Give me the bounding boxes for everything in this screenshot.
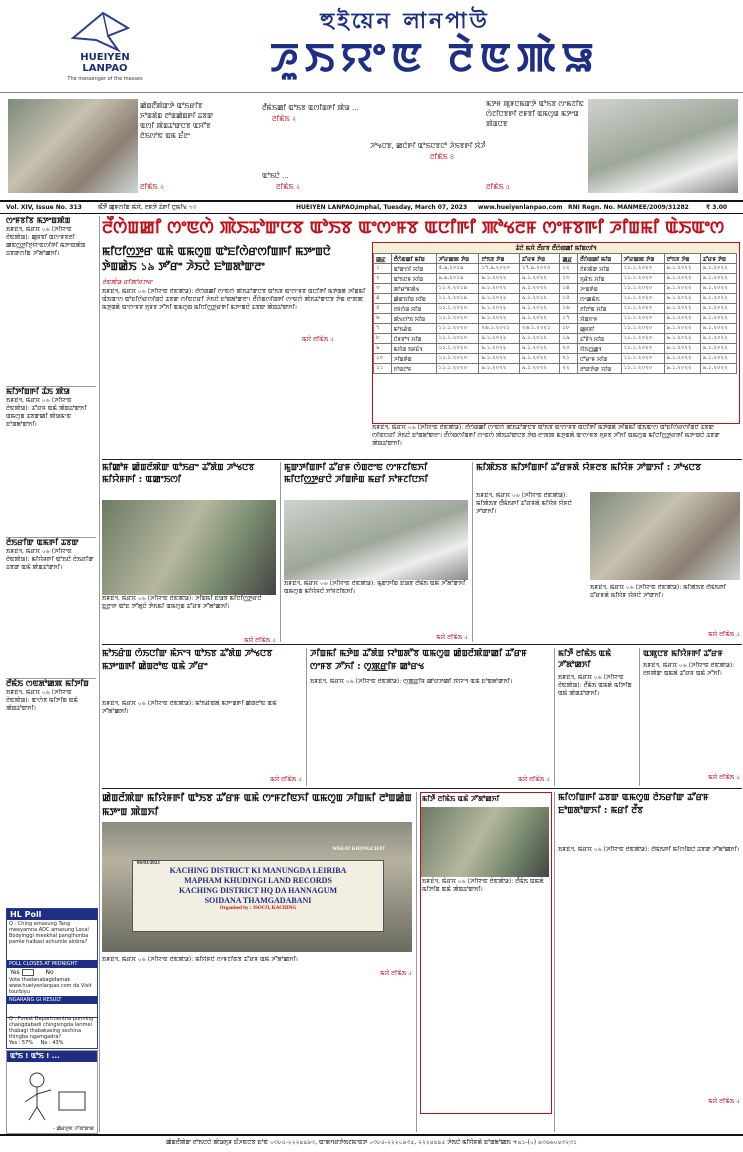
story-2 [284,462,468,642]
story-body: ꯏꯝꯐꯥꯜ, ꯃꯥꯔꯆ ০৬ (ꯍꯤꯌꯦꯟ ꯂꯥꯟꯄꯥꯎ): ꯂꯩꯃꯥꯏ ꯑꯃꯗꯥ ꯃꯤꯇꯤꯡ ꯑꯃꯥ ꯄꯥꯡꯊꯣꯛꯈꯤ। [558,674,632,697]
story-headline: ꯃꯤꯄꯥꯏꯕ ꯃꯤꯇꯤꯡꯒꯤ ꯊꯧꯔꯝꯗꯥ ꯌꯥꯝꯂꯕ ꯃꯤꯌꯥꯝ ꯍꯣꯛꯈꯤ : ꯍꯣꯠꯅꯕ [476,463,702,473]
table-row [374,314,737,324]
logo[interactable] [60,8,150,84]
banner-date: 06/03/2023 [137,861,160,866]
table-cell: ৬ [374,314,392,324]
prev-yes: Yes : 57% [9,1040,34,1046]
table-cell: ১৬ [560,304,578,314]
table-cell: ৫.৯.২০১৯ [436,264,479,274]
logo-tagline: The messenger of the masses [67,76,143,82]
table-cell: ১১.১.২০২০ [436,324,479,334]
story-body: ꯏꯝꯐꯥꯜ, ꯃꯥꯔꯆ ০৬ (ꯍꯤꯌꯦꯟ ꯂꯥꯟꯄꯥꯎ): ꯃꯣꯏꯔꯥꯡꯗꯥ ꯃꯇꯦꯡꯒꯤ ꯀꯥꯡꯂꯣꯟ ꯑꯃꯥ ꯍꯧꯗꯣꯀꯈꯤ। [102,700,277,715]
table-cell: ৯.১.২০২২ [479,364,519,374]
table-cell: ꯑꯣꯛꯁꯤ ꯆꯤꯡ [391,264,436,274]
table-cell: ৯.৯.২০১৯ [436,274,479,284]
story-body: ꯏꯝꯐꯥꯜ, ꯃꯥꯔꯆ ০৬ (ꯍꯤꯌꯦꯟ ꯂꯥꯟꯄꯥꯎ): ꯂꯝꯄꯥꯛ ꯑꯃꯗꯥ ꯊꯧꯔꯝ ꯑꯃꯥ ꯍꯧꯈꯤ। [643,662,735,677]
story-body: ꯏꯝꯐꯥꯜ, ꯃꯥꯔꯆ ০৬ (ꯍꯤꯌꯦꯟ ꯂꯥꯟꯄꯥꯎ): ꯃꯤꯄꯥꯏꯕ ꯂꯩꯃꯥꯏꯒꯤ ꯊꯧꯔꯝꯗꯥ ꯃꯤꯌꯥꯝ ꯌꯥꯝꯅꯥ ꯍꯣꯛꯈꯤ। [590,584,726,599]
table-cell: ৯.১.২০২২ [664,354,700,364]
table-cell: ৯.১.২০২২ [479,284,519,294]
table-cell: ꯀꯨꯝꯕꯤ [578,324,622,334]
story-headline: ꯃꯤꯇꯩ ꯂꯤꯃꯥꯏ ꯑꯃꯥ ꯍꯧꯗꯣꯀꯈꯤ [558,649,612,669]
story-body: ꯏꯝꯐꯥꯜ, ꯃꯥꯔꯆ ০৬ (ꯍꯤꯌꯦꯟ ꯂꯥꯟꯄꯥꯎ): ꯂꯩꯃꯥꯏ ꯑꯃꯗꯥ ꯃꯤꯇꯤꯡ ꯑꯃꯥ ꯄꯥꯡꯊꯣꯛꯈꯤ। [422,878,544,893]
teaser-photo-right [588,99,738,193]
table-row [374,264,737,274]
table-cell: ২৬.১.২০২১ [519,324,559,334]
table-cell: ১৫ [560,294,578,304]
table-cell: ১৭ [560,314,578,324]
story-body: ꯏꯝꯐꯥꯜ, ꯃꯥꯔꯆ ০৬ (ꯍꯤꯌꯦꯟ ꯂꯥꯟꯄꯥꯎ): ꯃꯤꯄꯥꯏꯕ ꯂꯩꯃꯥꯏꯒꯤ ꯊꯧꯔꯝꯗꯥ ꯃꯤꯌꯥꯝ ꯌꯥꯝꯅꯥ ꯍꯣꯛꯈꯤ। [476,492,572,515]
prev-poll-result [6,1016,98,1049]
table-cell: ৯.১.২০২২ [700,324,736,334]
table-cell: ৯.১.২০২২ [519,344,559,354]
regn: RNI Regn. No. MANMEE/2009/31282 [568,204,689,211]
story-photo [284,500,468,580]
banner-line: KACHING DISTRICT KI MANUNGDA LEIRIBA [169,866,347,875]
volume: Vol. XIV, Issue No. 313 [6,204,82,211]
table-cell: ৯ [374,344,392,354]
table-cell: ꯂꯣꯛꯇꯥꯛ ꯆꯤꯡ [578,364,622,374]
banner-line: MAPHAM KHUDINGI LAND RECORDS [184,876,332,885]
teaser-text: ꯑꯣꯏꯅꯥ ... [262,172,289,180]
banner-photo [102,822,412,952]
table-cell: ꯍꯦꯡꯒꯥꯡ [578,284,622,294]
teaser-text: ꯃꯇꯝ ꯄꯨꯝꯅꯃꯛꯇꯥ ꯑꯣꯏꯕ ꯁꯦꯃꯖꯤꯟ ꯁꯥꯖꯤꯅꯕꯒꯤ ꯂꯝꯕꯤ ꯑꯃꯁꯨꯡ ꯃꯇꯦꯡ ꯄꯥꯡꯅꯕ [486,100,584,128]
poll-vote-text[interactable]: Vote thadanabagidamak www.hueiyenlanpao.com da Visit tourbiyu [9,977,92,995]
table-cell: ১১.১.২০২০ [621,294,664,304]
banner-corner: WAKAT KHONGCHAT [332,847,385,852]
title-bengali: হুইয়েন লানপাউ [320,9,490,34]
teaser-link[interactable]: ꯂꯤꯃꯥꯏ ৫ [486,183,511,191]
story-headline: ꯍꯤꯡꯃꯤ ꯃꯇꯥꯡ ꯊꯧꯗꯥꯡ ꯌꯣꯡꯗꯧꯕ ꯑꯃꯁꯨꯡ ꯀꯥꯡꯂꯩꯄꯥꯛꯀꯤ ꯊꯧꯔꯝ ꯁꯦꯝꯕ ꯍꯧꯈꯤ : ꯁꯨꯄ꯭ꯔꯤꯝ ꯀꯣꯔꯠ [310,649,527,672]
teaser-2[interactable] [262,103,452,125]
footer [0,1134,743,1152]
table-cell: ১১.১.২০২০ [621,364,664,374]
story-headline: ꯃꯨꯛꯇꯤꯡꯒꯤ ꯊꯧꯔꯝ ꯁꯥꯡꯂꯦꯟ ꯁꯦꯝꯖꯤꯟꯈꯤ ꯃꯤꯅꯤꯁ꯭ꯇꯔꯅꯥ ꯍꯤꯡꯒꯥꯡ ꯃꯔꯤ ꯈꯣꯝꯖꯤꯅꯈꯤ [284,463,428,485]
table-cell: ২৬.১.২০২১ [479,324,519,334]
table-cell: ꯁꯦꯀꯃꯥꯏ [578,294,622,304]
lead-headline: ꯂꯩꯁꯥꯡꯀꯤ ꯁꯦꯟꯁꯥ ꯄꯥꯏꯊꯣꯛꯅꯕ ꯑꯣꯏꯕ ꯑꯦꯁꯦꯝꯕ ꯑꯅꯤꯒꯤ ꯄꯣꯠꯂꯝ ꯁꯦꯝꯕꯒꯤ ꯍꯤꯡꯃꯤ ꯑꯥꯏꯑꯦꯁ [102,218,725,238]
story-4 [102,648,302,786]
lead-subhead: ꯃꯤꯅꯤꯁ꯭ꯇꯔ ꯑꯃꯥ ꯑꯃꯁꯨꯡ ꯑꯣꯐꯤꯁꯥꯔꯁꯤꯡꯒꯤ ꯃꯇꯦꯡꯅꯥ ꯇꯥꯡꯀꯥꯏ ১৯ ꯇꯧꯔꯦ ꯍꯥꯏꯅꯥ ꯐꯣꯡꯗꯣꯛꯂꯦ [102,245,331,273]
teaser-5[interactable] [486,99,586,191]
left-item-title: ꯁꯦꯝꯕꯤꯕ ꯃꯇꯦꯡꯄꯥꯡ [6,216,71,225]
lead-more[interactable]: ꯃꯆꯥ ꯂꯤꯃꯥꯏ ৫ [302,336,334,343]
table-cell: ৯.১.২০২২ [519,334,559,344]
table-cell: ꯄꯥꯠꯁꯣꯏ ꯆꯤꯡ [391,314,436,324]
poll-yes-checkbox[interactable] [22,969,34,976]
table-cell: ꯍꯤꯡꯒꯥꯡ [391,354,436,364]
table-cell: ꯅꯧꯔꯦꯝ ꯆꯤꯡ [578,354,622,364]
table-header-cell: ꯊꯧꯔꯝ ꯇꯥꯡ [700,254,736,264]
story-7 [643,648,740,786]
teaser-link[interactable]: ꯂꯤꯃꯥꯏ ২ [272,115,297,123]
table-cell: ꯂꯤꯂꯣꯡ ꯆꯤꯡ [578,304,622,314]
dateline-bar [0,200,743,214]
table-cell: ১১.১.২০২০ [621,324,664,334]
table-row [374,284,737,294]
teaser-link[interactable]: ꯂꯤꯃꯥꯏ ৪ [430,153,455,161]
table-cell: ꯃꯌꯥꯡ ꯏꯝꯐꯥꯜ [391,344,436,354]
banner-line: KACHING DISTRICT HQ DA HANNAGUM [178,886,338,895]
table-header-cell: ꯂꯩꯁꯥꯡꯀꯤ ꯃꯤꯡ [391,254,436,264]
story-more[interactable]: ꯃꯆꯥ ꯂꯤꯃꯥꯏ ৫ [436,634,468,641]
table-cell: ১৯ [560,334,578,344]
table-cell: ৩ [374,284,392,294]
table-cell: ১১.১.২০২০ [621,284,664,294]
table-header-cell: ꯊꯧꯔꯝ ꯇꯥꯡ [519,254,559,264]
table-row [374,324,737,334]
story-body: ꯏꯝꯐꯥꯜ, ꯃꯥꯔꯆ ০৬ (ꯍꯤꯌꯦꯟ ꯂꯥꯟꯄꯥꯎ): ꯃꯤꯌꯥꯝꯅꯥ ꯁꯦꯝꯖꯤꯟꯕ ꯊꯧꯔꯝ ꯑꯃꯥ ꯍꯧꯗꯣꯀꯈꯤ। [102,956,298,963]
left-item-body: ꯏꯝꯐꯥꯜ, ꯃꯥꯔꯆ ০৬ (ꯍꯤꯌꯦꯟ ꯂꯥꯟꯄꯥꯎ): ꯑꯦꯁꯥꯕ ꯃꯤꯇꯤꯡ ꯑꯃꯥ ꯄꯥꯡꯊꯣꯛꯈꯤ। [6,689,79,712]
story-1 [102,462,276,642]
left-column [6,216,96,906]
table-cell: ১১.১.২০২০ [621,274,664,284]
poll-closes: POLL CLOSES AT MIDNIGHT [7,960,97,968]
table-cell: ꯂꯝꯁꯥꯡ ꯆꯤꯡ [391,304,436,314]
table-row [374,334,737,344]
table-row [374,344,737,354]
table-cell: ৯.১.২০২২ [664,324,700,334]
table-cell: ১৭.৯.২০২০ [519,264,559,274]
price: ₹ 3.00 [706,204,728,211]
meitei-date: ꯃꯩꯇꯩ ꯀꯨꯝꯁꯤꯡ ꯃꯥꯆꯥ, ꯂꯝꯇꯥ ꯊꯥꯒꯤ ꯅꯨꯃꯤꯠ ৭৩ [98,204,197,211]
story-body: ꯏꯝꯐꯥꯜ, ꯃꯥꯔꯆ ০৬ (ꯍꯤꯌꯦꯟ ꯂꯥꯟꯄꯥꯎ): ꯂꯩꯃꯥꯏꯒꯤ ꯃꯤꯁꯤꯡꯅꯥ ꯊꯕꯛ ꯍꯧꯗꯣꯀꯈꯤ। [558,846,740,853]
story-more[interactable]: ꯃꯆꯥ ꯂꯤꯃꯥꯏ ৫ [518,776,550,783]
table-cell: ৯.১.২০২২ [519,294,559,304]
story-headline: ꯃꯣꯏꯔꯥꯡ ꯁꯥꯏꯅꯤꯛ ꯃꯥꯈꯦꯜ ꯑꯣꯏꯕ ꯊꯧꯗꯥꯡ ꯍꯣꯠꯅꯕ ꯃꯇꯦꯡꯒꯤ ꯀꯥꯡꯂꯣꯟ ꯑꯃꯥ ꯍꯧꯔꯦ [102,649,273,672]
left-item-title: ꯃꯤꯇꯤꯡꯒꯤ ꯊꯥꯏ ꯄꯥꯎ [6,387,70,396]
table-cell: ৯.১.২০২২ [700,274,736,284]
table-cell: ১২ [560,264,578,274]
story-more[interactable]: ꯃꯆꯥ ꯂꯤꯃꯥꯏ ৫ [708,1098,740,1105]
table-cell: ৯.১.২০২২ [479,344,519,354]
table-cell: ৯.১.২০২২ [700,314,736,324]
story-headline: ꯃꯤꯀꯣꯝ ꯀꯥꯡꯂꯩꯄꯥꯛ ꯑꯣꯏꯔꯦ ꯊꯧꯗꯥꯡ ꯍꯣꯠꯅꯕ ꯃꯤꯌꯥꯝꯒꯤ : ꯑꯀꯦꯏꯁꯤ [102,463,255,485]
paper-name: HUEIYEN LANPAO, [296,204,358,211]
table-cell: ১১.১.২০২০ [621,314,664,324]
table-row [374,274,737,284]
table-cell: ১১.১.২০২০ [436,304,479,314]
table-cell: ৯.১.২০২২ [700,264,736,274]
table-header-cell: ꯂꯩꯁꯥꯡꯀꯤ ꯃꯤꯡ [578,254,622,264]
table-cell: ১১.১.২০২০ [621,334,664,344]
table-cell: ২০ [560,344,578,354]
hl-poll-question: Q : Ching amasung Tang meeyamna ADC amasung Local Bodyinggi meekhal panglhonba pamle haibasi achumle ainbra? [9,921,89,945]
lead-table-title: ꯊꯥꯅꯥ ꯃꯆꯥ ꯂꯩꯔꯕ ꯂꯩꯁꯥꯡꯀꯤ ꯃꯤꯡꯁꯤꯜ [373,243,739,253]
table-cell: ৯.১.২০২২ [479,294,519,304]
story-10 [558,792,740,1112]
table-cell: ꯀꯥꯛꯆꯤꯡ ꯆꯤꯡ [391,294,436,304]
table-cell: ৯.১.২০২২ [479,334,519,344]
lead-body-continued: ꯏꯝꯐꯥꯜ, ꯃꯥꯔꯆ ০৬ (ꯍꯤꯌꯦꯟ ꯂꯥꯟꯄꯥꯎ): ꯂꯩꯁꯥꯡꯀꯤ ꯁꯦꯟꯁꯥ ꯄꯥꯏꯊꯣꯛꯅꯕ ꯑꯣꯏꯕ ꯑꯦꯁꯦꯝꯕ ꯑꯅꯤꯒꯤ ꯃꯇꯥꯡꯗꯥ ꯍꯤꯡꯃꯤ ꯑꯥꯏꯑꯦꯁ ꯑꯣꯐꯤꯁꯥꯔꯁꯤꯡꯅꯥ ꯊꯕꯛ ꯁꯤꯟꯅꯔꯤ ꯍꯥꯏꯅꯥ ꯐꯣꯡꯗꯣꯛꯂꯦ। ꯂꯩꯁꯥꯡꯁꯤꯡꯒꯤ ꯁꯦꯟꯁꯥ ꯄꯥꯏꯊꯣꯛꯅꯕ ꯇꯥꯡ ꯂꯦꯞꯄ ꯃꯇꯨꯡꯗꯥ ꯑꯦꯁꯦꯝꯕ ꯈꯨꯝꯕ ꯍꯧꯈꯤ ꯑꯃꯁꯨꯡ ꯃꯤꯅꯤꯁ꯭ꯇꯔꯒꯤ ꯃꯇꯦꯡꯅꯥ ꯊꯕꯛ ꯄꯥꯡꯊꯣꯛꯈꯤ। [372,424,720,447]
table-header-cell: ꯍꯧꯔꯀꯄ ꯇꯥꯡ [621,254,664,264]
table-header-cell: ꯂꯣꯏꯕ ꯇꯥꯡ [479,254,519,264]
table-cell: ꯋꯥꯡꯈꯦꯝ [578,314,622,324]
story-body: ꯏꯝꯐꯥꯜ, ꯃꯥꯔꯆ ০৬ (ꯍꯤꯌꯦꯟ ꯂꯥꯟꯄꯥꯎ): ꯃꯨꯛꯇꯤꯡ ꯐꯥꯎꯕ ꯂꯩꯃꯥꯏ ꯑꯃꯥ ꯍꯧꯗꯣꯛꯈꯤ ꯑꯃꯁꯨꯡ ꯃꯤꯌꯥꯝꯅꯥ ꯈꯣꯝꯖꯤꯟꯈꯤ। [284,580,466,595]
teaser-text: ꯂꯩꯃꯥꯏꯀꯤ ꯑꯣꯏꯕ ꯑꯁꯤꯡꯒꯤ ꯄꯥꯎ ... [262,104,359,112]
table-cell: ꯌꯥꯏꯁ꯭ꯀꯨꯜ [578,344,622,354]
left-item-body: ꯏꯝꯐꯥꯜ, ꯃꯥꯔꯆ ০৬ (ꯍꯤꯌꯦꯟ ꯂꯥꯟꯄꯥꯎ): ꯃꯤꯌꯥꯝꯒꯤ ꯑꯣꯏꯅꯥ ꯂꯥꯏꯔꯤꯛ ꯊꯕꯛ ꯑꯃꯥ ꯄꯥꯡꯊꯣꯛꯈꯤ। [6,548,94,571]
table-header-cell: ꯍꯧꯔꯀꯄ ꯇꯥꯡ [436,254,479,264]
table-cell: ৯.১.২০২২ [664,274,700,284]
table-cell: ৯.১.২০২২ [700,334,736,344]
table-cell: ১১.২.২০১৯ [436,284,479,294]
left-item-body: ꯏꯝꯐꯥꯜ, ꯃꯥꯔꯆ ০৬ (ꯍꯤꯌꯦꯟ ꯂꯥꯟꯄꯥꯎ): ꯊꯧꯔꯝ ꯑꯃꯥ ꯄꯥꯡꯊꯣꯛꯈꯤ ꯑꯃꯁꯨꯡ ꯊꯕꯛꯀꯤ ꯄꯥꯎꯃꯦꯟ ꯐꯣꯡꯗꯣꯛꯈꯤ। [6,397,87,428]
table-cell: ৯.১.২০২২ [664,264,700,274]
table-header-cell: ꯀ꯭ꯔ [560,254,578,264]
footer-text: ꯀꯥꯡꯂꯩꯄꯥꯛ ꯂꯣꯏꯅꯅꯥ ꯄꯥꯎꯈꯨꯝ ꯐꯪꯍꯟꯅꯕ ꯐꯣꯟ ০৩৮৫-২২২৪৪৯৩, ꯑꯦꯗꯚꯔꯇꯥꯏꯖꯃꯦꯟꯇ ০৩৮৫-২২২০৯৩৫, ২২২৪৪৯৫ ꯍꯥꯏꯅꯥ ꯃꯤꯌꯥꯝꯗꯥ ꯐꯣꯡꯗꯣꯀꯏ +৯১-(০) ৯৩৬৬০৪৩২৩১ [165,1139,578,1146]
hl-poll-box [6,908,98,1018]
story-photo [102,500,276,595]
teaser-photo-left [8,99,138,193]
left-item [6,386,96,537]
left-item-title: ꯂꯥꯏꯔꯤꯛ ꯑꯃꯒꯤ ꯊꯕꯛ [6,538,79,547]
table-cell: ৯.১.২০২২ [700,364,736,374]
table-cell: ৯.১.২০২২ [664,294,700,304]
left-item-title: ꯂꯩꯃꯥꯏ ꯁꯟꯗꯣꯀꯄ ꯃꯤꯇꯤꯡ [6,679,89,688]
table-cell: ৯.১.২০২২ [700,294,736,304]
prev-no: No : 43% [40,1040,64,1046]
table-cell: ১৭.৯.২০২০ [479,264,519,274]
table-cell: ꯅꯥꯝꯕꯣꯜ ꯆꯤꯡ [391,334,436,344]
story-body: ꯏꯝꯐꯥꯜ, ꯃꯥꯔꯆ ০৬ (ꯍꯤꯌꯦꯟ ꯂꯥꯟꯄꯥꯎ): ꯁꯨꯄ꯭ꯔꯤꯝ ꯀꯣꯔꯇꯀꯤ ꯋꯥꯌꯦꯜ ꯑꯃꯥ ꯐꯣꯡꯗꯣꯛꯈꯤ। [310,678,513,685]
table-cell: ৯.১.২০২২ [664,304,700,314]
paper-bird-icon [68,8,138,54]
poll-no-option[interactable]: No [45,969,54,976]
story-more[interactable]: ꯃꯆꯥ ꯂꯤꯃꯥꯏ ৫ [270,776,302,783]
table-cell: ১১ [374,364,392,374]
table-cell: ২১ [560,354,578,364]
table-cell: ৯.১.২০২২ [664,334,700,344]
lead-body: ꯏꯝꯐꯥꯜ, ꯃꯥꯔꯆ ০৬ (ꯍꯤꯌꯦꯟ ꯂꯥꯟꯄꯥꯎ): ꯂꯩꯁꯥꯡꯀꯤ ꯁꯦꯟꯁꯥ ꯄꯥꯏꯊꯣꯛꯅꯕ ꯑꯣꯏꯕ ꯑꯦꯁꯦꯝꯕ ꯑꯅꯤꯒꯤ ꯃꯇꯥꯡꯗꯥ ꯍꯤꯡꯃꯤ ꯑꯥꯏꯑꯦꯁ ꯑꯣꯐꯤꯁꯥꯔꯁꯤꯡꯅꯥ ꯊꯕꯛ ꯁꯤꯟꯅꯔꯤ ꯍꯥꯏꯅꯥ ꯐꯣꯡꯗꯣꯛꯂꯦ। ꯂꯩꯁꯥꯡꯁꯤꯡꯒꯤ ꯁꯦꯟꯁꯥ ꯄꯥꯏꯊꯣꯛꯅꯕ ꯇꯥꯡ ꯂꯦꯞꯄ ꯃꯇꯨꯡꯗꯥ ꯑꯦꯁꯦꯝꯕ ꯈꯨꯝꯕ ꯍꯧꯈꯤ ꯑꯃꯁꯨꯡ ꯃꯤꯅꯤꯁ꯭ꯇꯔꯒꯤ ꯃꯇꯦꯡꯅꯥ ꯊꯕꯛ ꯄꯥꯡꯊꯣꯛꯈꯤ। [102,288,366,311]
table-cell: ১৪ [560,284,578,294]
prev-result-title: NGARANG GI RESULT [7,996,97,1004]
table-cell: ৯.১.২০২২ [519,274,559,284]
table-cell: ১১.১.২০২০ [436,334,479,344]
table-cell: ৯.১.২০২২ [700,304,736,314]
table-cell: ২ [374,274,392,284]
table-cell: ১১.১.২০২০ [621,344,664,354]
story-body: ꯏꯝꯐꯥꯜ, ꯃꯥꯔꯆ ০৬ (ꯍꯤꯌꯦꯟ ꯂꯥꯟꯄꯥꯎ): ꯍꯤꯡꯃꯤ ꯐꯥꯎꯕ ꯃꯤꯅꯤꯁ꯭ꯇꯔꯅꯥ ꯐ꯭ꯂꯦꯒ ꯑꯣꯐ ꯇꯧꯗꯨꯅꯥ ꯇꯥꯏꯃꯤ ꯑꯃꯁꯨꯡ ꯊꯧꯔꯝ ꯍꯧꯗꯣꯀꯈꯤ। [102,595,262,610]
left-item [6,537,96,678]
table-cell: ৯.১.২০২২ [664,364,700,374]
table-cell: ꯃꯣꯏꯔꯥꯡ [391,324,436,334]
table-cell: ৯.১.২০২২ [700,354,736,364]
teaser-text: ꯀꯥꯡꯂꯩꯄꯥꯛꯇꯥ ꯑꯣꯏꯔꯤꯕ ꯈꯣꯡꯗꯥꯡ ꯂꯣꯡꯀꯥꯡꯒꯤ ꯊꯕꯛ ꯑꯁꯤ ꯄꯥꯡꯊꯣꯛꯅꯕ ꯑꯆꯧꯕ ꯂꯥꯏꯁꯣꯟ ꯑꯃ ꯐꯪꯂꯦ [140,102,214,140]
story-headline: ꯃꯤꯇꯩ ꯂꯤꯃꯥꯏ ꯑꯃꯥ ꯍꯧꯗꯣꯀꯈꯤ [422,795,500,803]
table-cell: ৫ [374,304,392,314]
table-cell: ৯.১.২০২২ [664,344,700,354]
cartoon-caption: - ꯀꯥꯔꯇꯨꯟ ꯍꯧꯗꯣꯛꯄ [52,1126,94,1132]
poll-yes-option[interactable]: Yes [10,969,20,976]
table-cell: ৯.১.২০২২ [664,314,700,324]
table-cell: ১৩ [560,274,578,284]
table-cell: ৪ [374,294,392,304]
teaser-text: ꯍꯣꯠꯅꯕ, ꯀꯅꯥꯒꯤ ꯑꯣꯏꯅꯕꯅꯣ ꯍꯥꯏꯕꯒꯤ ꯋꯥꯍꯪ [370,142,486,150]
table-cell: ৯.১.২০২২ [479,274,519,284]
story-headline: ꯑꯄꯨꯅꯕ ꯃꯤꯌꯥꯝꯒꯤ ꯊꯧꯔꯝ [643,649,723,658]
cartoon-figure-icon [7,1062,95,1122]
table-cell: ৯.১.২০২২ [519,354,559,364]
table-row [374,294,737,304]
table-cell: ১১.১.২০২০ [436,314,479,324]
table-row [374,364,737,374]
table-cell: ১ [374,264,392,274]
table-cell: ১১.২.২০১৯ [436,294,479,304]
story-more[interactable]: ꯃꯆꯥ ꯂꯤꯃꯥꯏ ৫ [708,774,740,781]
story-6 [558,648,636,786]
table-cell: ১১.১.২০২০ [436,364,479,374]
table-cell: ৯.১.২০২২ [519,304,559,314]
table-cell: ৭ [374,324,392,334]
table-cell: ৯.১.২০২২ [479,304,519,314]
story-more[interactable]: ꯃꯆꯥ ꯂꯤꯃꯥꯏ ৫ [708,631,740,638]
story-more[interactable]: ꯃꯆꯥ ꯂꯤꯃꯥꯏ ৫ [380,970,412,977]
table-cell: ৯.১.২০২২ [479,354,519,364]
table-cell: ৯.১.২০২২ [479,314,519,324]
teaser-3[interactable] [370,141,500,163]
teaser-link[interactable]: ꯂꯤꯃꯥꯏ ২ [140,183,165,191]
left-item [6,678,96,809]
table-cell: ১১.১.২০২০ [621,354,664,364]
teaser-strip [0,92,743,197]
table-cell: ꯊꯧꯕꯥꯜ ꯆꯤꯡ [578,334,622,344]
table-cell: ১১.১.২০২০ [436,354,479,364]
story-photo [421,807,549,877]
hl-poll-title: HL Poll [7,909,97,920]
table-cell: ১০ [374,354,392,364]
table-cell: ৯.১.২০২২ [700,284,736,294]
cartoon-title: ꯑꯣꯏ ! ꯑꯣꯏ ! ... [7,1051,97,1062]
cartoon-box [6,1050,98,1134]
story-headline: ꯀꯥꯡꯂꯩꯄꯥꯛ ꯃꯤꯌꯥꯝꯒꯤ ꯑꯣꯏꯕ ꯊꯧꯔꯝ ꯑꯃꯥ ꯁꯦꯝꯖꯤꯟꯈꯤ ꯑꯃꯁꯨꯡ ꯍꯤꯡꯃꯤ ꯂꯣꯡꯀꯥꯡ ꯃꯇꯦꯡ ꯄꯥꯡꯈꯤ [102,793,412,818]
table-row [374,354,737,364]
place-date: Imphal, Tuesday, March 07, 2023 [356,204,468,211]
banner-organiser: Organised by : JSOCO, KACHING [219,906,297,911]
table-header-cell: ꯂꯣꯏꯕ ꯇꯥꯡ [664,254,700,264]
teaser-4[interactable] [262,171,412,193]
story-headline: ꯃꯤꯁꯤꯡꯒꯤ ꯊꯕꯛ ꯑꯃꯁꯨꯡ ꯂꯥꯏꯔꯤꯛ ꯊꯧꯔꯝ ꯐꯣꯡꯗꯣꯛꯈꯤ : ꯃꯔꯤ ꯂꯩꯕ [558,793,709,816]
prev-question: Q : Forest Departmentna punning changdabadi chingsingda larimei thabagi thabakasing sochina thingba ngamgadra? [9,1016,94,1040]
lead-table-box [372,242,740,424]
teaser-link[interactable]: ꯂꯤꯃꯥꯏ ২ [276,183,301,191]
lead-byline: ꯂꯥꯟꯄꯥꯎ ꯔꯤꯄꯣꯔꯇꯔ [102,279,153,286]
table-cell: ৯.১.২০২২ [519,314,559,324]
table-cell: ꯂꯥꯝꯄꯥꯛ ꯆꯤꯡ [578,264,622,274]
table-cell: ৮ [374,334,392,344]
table-cell: ১১.১.২০২০ [621,304,664,314]
banner [132,847,385,932]
story-8 [102,792,412,1132]
lead-table [373,253,737,374]
teaser-1[interactable] [140,101,225,193]
table-cell: ৯.১.২০২২ [700,344,736,354]
story-5 [310,648,550,786]
left-item [6,216,96,386]
table-cell: ꯑꯣꯏꯅꯝ ꯆꯤꯡ [391,274,436,284]
table-cell: ২২ [560,364,578,374]
table-cell: ৯.১.২০২২ [519,364,559,374]
story-9 [420,792,552,1114]
title-meetei: ꯍꯨꯏꯌꯦꯟ ꯂꯥꯟꯄꯥꯎ [270,35,600,81]
table-cell: ১১.১.২০২০ [436,344,479,354]
table-cell: ꯈꯨꯔꯥꯏ ꯆꯤꯡ [578,274,622,284]
table-cell: ৯.১.২০২২ [664,284,700,294]
story-more[interactable]: ꯃꯆꯥ ꯂꯤꯃꯥꯏ ৫ [244,637,276,644]
table-cell: ৯.১.২০২২ [519,284,559,294]
story-3 [476,462,740,642]
table-row [374,304,737,314]
logo-text: HUEIYEN LANPAO [80,52,130,74]
table-cell: ১৮ [560,324,578,334]
story-photo [590,492,740,580]
banner-line: SOIDANA THAMGADABANI [204,896,312,905]
masthead [0,0,743,92]
table-cell: ꯄꯣꯔꯣꯝꯄꯥꯠ [391,284,436,294]
table-header-cell: ꯀ꯭ꯔ [374,254,392,264]
website-link[interactable]: www.hueiyenlanpao.com [478,204,563,211]
table-cell: ꯈꯣꯡꯖꯣꯝ [391,364,436,374]
left-item-body: ꯏꯝꯐꯥꯜ, ꯃꯥꯔꯆ ০৬ (ꯍꯤꯌꯦꯟ ꯂꯥꯟꯄꯥꯎ): ꯀꯨꯝꯕꯤ ꯑꯁꯦꯝꯕꯂꯤ ꯀꯟꯁ꯭ꯇꯤꯇꯨꯌꯦꯟꯁꯤꯒꯤ ꯃꯇꯦꯡꯄꯥꯡ ꯊꯕꯛꯁꯤꯡ ꯍꯧꯗꯣꯀꯈꯤ। [6,226,86,257]
table-cell: ১১.১.২০২০ [621,264,664,274]
